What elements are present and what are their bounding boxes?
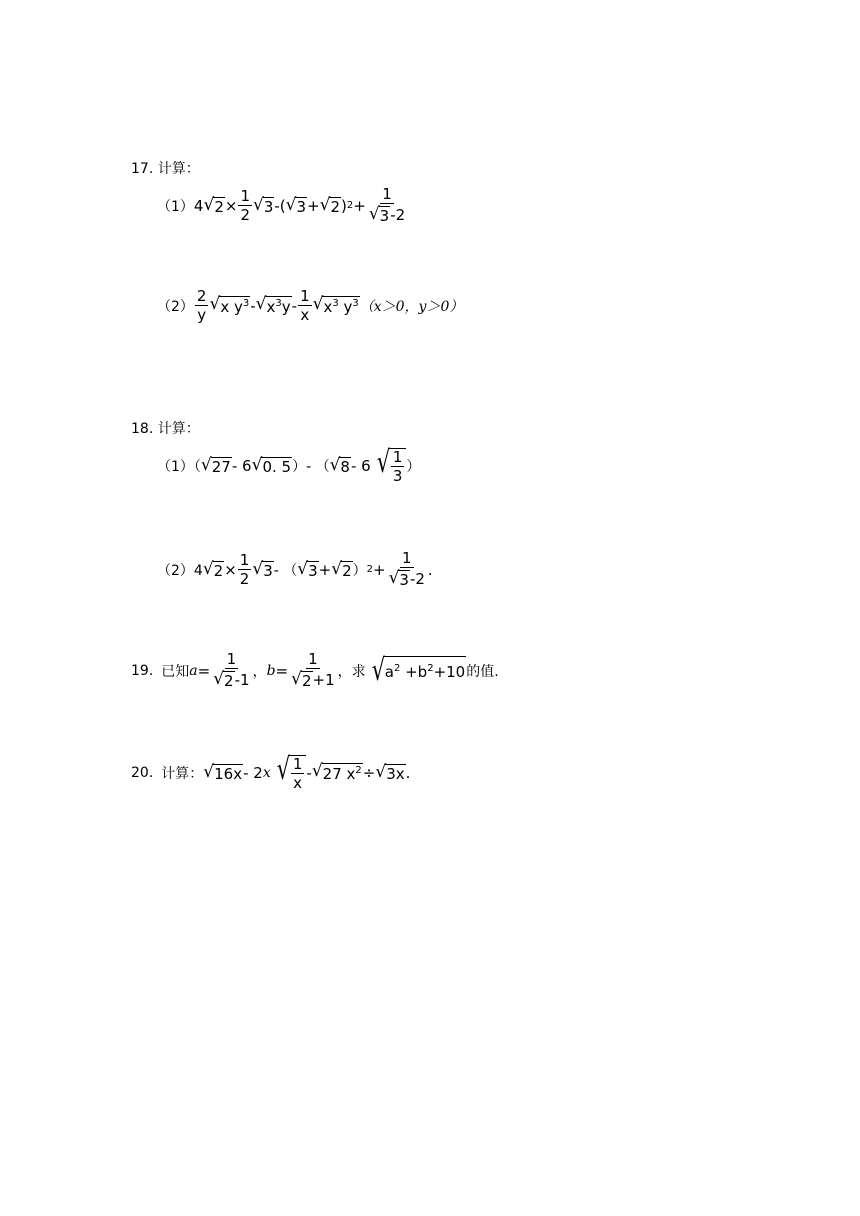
divide-sign: ÷: [362, 764, 376, 782]
variable-x: x: [262, 765, 271, 781]
paren: ): [341, 196, 347, 215]
radical: √ 0. 5: [251, 454, 292, 476]
question-17-part-1: [157, 187, 408, 225]
operator: -: [306, 764, 312, 782]
fraction: $\frac{2}{y}$: [196, 287, 207, 324]
question-number: 17.: [131, 161, 154, 177]
radical: √ $x^3$ $y^3$: [312, 294, 359, 317]
part-tag: （1）: [157, 198, 194, 215]
radical: √ 8: [329, 454, 350, 476]
paren: ）: [292, 459, 307, 475]
fraction: $\frac{1}{x}$: [300, 287, 310, 324]
question-17-heading: [131, 158, 200, 178]
question-18-heading: [131, 418, 200, 438]
fraction: $\frac{1}{2}$: [240, 186, 250, 224]
period: .: [405, 764, 411, 782]
radical: √ $a^2 +b^2+10$: [371, 652, 466, 688]
part-tag: （1）（: [157, 459, 201, 475]
question-number: 19.: [131, 662, 154, 679]
radical: √ 2: [331, 558, 352, 580]
radical: √ $\frac{1}{3}$: [371, 448, 407, 484]
question-label: 计算：: [161, 766, 204, 782]
operator: -(: [274, 196, 286, 215]
paren: ）: [406, 459, 421, 475]
operator: - 6: [231, 457, 252, 475]
radical: √ 3x: [375, 761, 405, 783]
operator: - （: [306, 459, 330, 475]
question-label: 计算：: [157, 421, 200, 437]
period: .: [427, 560, 433, 579]
question-17-part-2: [157, 289, 463, 323]
fraction: 1 √ 2 +1: [291, 650, 335, 690]
radical: √ 3: [252, 194, 274, 216]
radical: √ 3: [252, 558, 273, 580]
part-tag: （2）: [157, 299, 194, 315]
equals-sign: =: [275, 661, 289, 680]
radical: √ 3: [297, 558, 318, 580]
operator: - 2: [243, 764, 263, 782]
operator: - 6: [350, 457, 371, 475]
radical: √ x $y^3$: [209, 294, 250, 317]
fraction: $\frac{1}{2}$: [239, 550, 250, 588]
minus-sign: -: [250, 297, 256, 315]
radical: √ 2: [319, 194, 340, 216]
question-number: 18.: [131, 421, 154, 437]
plus-sign: +: [307, 196, 320, 215]
radical: √ 3: [285, 194, 307, 216]
fraction: 1 √ 3 -2: [368, 185, 406, 225]
fraction: 1 √ 3 -2: [388, 549, 425, 589]
question-end: 的值.: [466, 663, 499, 680]
plus-sign: +: [372, 560, 386, 579]
question-number: 20.: [131, 765, 154, 781]
radical: √ $x^3y$: [255, 294, 291, 317]
question-label: 计算：: [157, 161, 200, 177]
times-sign: ×: [224, 196, 238, 215]
radical: √ 27: [200, 454, 231, 476]
exponent: 2: [346, 200, 354, 212]
variable-b: b: [266, 662, 276, 679]
coefficient: 4: [193, 196, 204, 215]
minus-sign: -: [291, 297, 298, 315]
question-19: [131, 652, 499, 690]
separator: ，: [252, 663, 267, 680]
condition: （x＞0，y＞0）: [359, 299, 464, 315]
part-tag: （2）4: [157, 562, 203, 579]
variable-a: a: [189, 662, 198, 679]
radical: √ 2: [202, 558, 224, 580]
exponent: 2: [366, 564, 373, 576]
radical: √ 2: [203, 194, 224, 216]
radical: √ 16x: [203, 761, 243, 783]
times-sign: ×: [224, 560, 237, 579]
radical: √ $\frac{1}{x}$: [271, 755, 307, 791]
question-20: [131, 752, 411, 792]
question-lead: 已知: [161, 663, 190, 680]
plus-sign: +: [318, 560, 332, 579]
radical: √ 27 $x^2$: [311, 761, 362, 784]
question-18-part-2: [157, 551, 433, 589]
plus-sign: +: [353, 196, 366, 215]
question-18-part-1: [157, 445, 421, 485]
equals-sign: =: [197, 661, 211, 680]
paren: ）: [352, 562, 367, 579]
operator: - （: [273, 562, 298, 579]
separator: ，求: [337, 663, 366, 680]
fraction: 1 √ 2 -1: [213, 650, 250, 690]
